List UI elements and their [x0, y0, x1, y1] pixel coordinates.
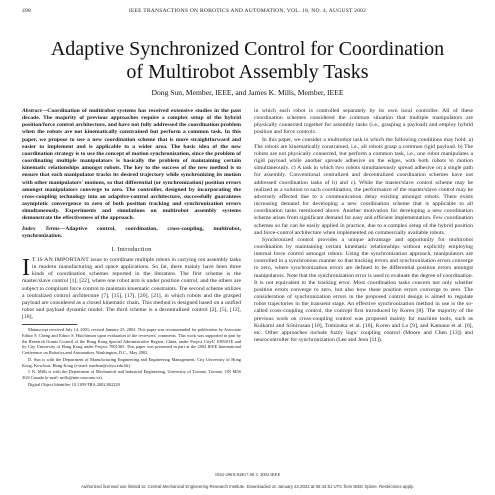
right-paragraph-1: in which each robot is controlled separately by its own local controller. All of these coordination schemes considered the common situation that multiple manipulators are physically connected together for assembly tasks (i.e., grasping a payload) and employ hybrid position and force controls.	[254, 108, 473, 136]
footnote-author-mills: J. K. Mills is with the Department of Mechanical and Industrial Engineering, University of Toronto, Toronto, ON M5S 3G8 Canada (e-mail: mills@mie.utoronto.ca).	[22, 369, 241, 380]
footnote-manuscript: Manuscript received July 14, 2001; revised January 25, 2002. This paper was recommended for publication by Associate Editor F. Cheng and Editor S. Hutchinson upon evaluation of the reviewers' comments. This work was supported in part by the Research Grants Council of the Hong Kong Special Administrative Region, China, under Project CityU 1085/01E and by City University of Hong Kong under Project 7001365. This paper was presented in part at the 2002 IEEE International Conference on Robotics and Automation, Washington, D.C., May 2002.	[22, 327, 241, 356]
intro-lead: T IS AN IMPORTANT	[32, 256, 89, 263]
drop-cap: I	[22, 254, 30, 281]
footnotes	[22, 327, 241, 387]
index-terms-text: —Adaptive control, coordination, cross-coupling, multirobot, synchronization.	[22, 225, 242, 239]
intro-text: issue to coordinate multiple robots in carrying out assembly tasks in modern manufacturing and space applications. So far, there mainly have been three kinds of coordination schemes reported in the literature. The first scheme is the master/slave control [1], [22], where one robot arm is under position control, and the others are subject to compliant force control to maintain kinematic constraints. The second scheme utilizes a centralized control architecture [7], [15], [17], [20], [21], in which robots and the grasped payload are considered as a closed kinematic chain. This method is designed based on a unified robot and payload dynamic model. The third scheme is a decentralized control [2], [5], [12], [18],	[22, 256, 241, 321]
index-terms-label: Index Terms	[22, 225, 60, 232]
abstract	[22, 108, 241, 223]
right-paragraph-3: Synchronized control provides a unique advantage and opportunity for multirobot coordination by maintaining certain kinematic relationships without explicitly employing internal force control amongst robots. Using the synchronization approach, manipulators are controlled in a synchronous manner so that tracking errors and synchronization errors converge to zero, where synchronization errors are defined to be differential position errors amongst manipulators. Note that the synchronization error is used to evaluate the degree of coordination. It is not equivalent to the tracking error. Most coordination tasks concern not only whether position errors converge to zero, but also how these position errors converge to zero. The consideration of synchronization errors in the proposed control design is aimed to regulate robot trajectories in the transient stage. An effective synchronization method in use is the so-called cross-coupling control, the concept first introduced by Koren [8]. The majority of the previous work on cross-coupling control was proposed mainly for machine tools, such as Kulkarni and Srinivasan [10], Tomizuka et al. [16], Koren and Lo [9], and Kamano et al. [6], etc. Other approaches include fuzzy logic coupling control (Moore and Chen [13]) and neurocontroller for synchronization (Lee and Jeon [11]).	[254, 236, 473, 343]
author-line: Dong Sun, Member, IEEE, and James K. Mills, Member, IEEE	[151, 88, 344, 97]
running-header	[22, 8, 473, 18]
title-line-2: of Multirobot Assembly Tasks	[126, 61, 369, 83]
section-heading-introduction: I. Introduction	[111, 245, 152, 253]
footnote-rule	[22, 324, 77, 325]
title-line-1: Adaptive Synchronized Control for Coordination	[50, 38, 445, 60]
license-footer: Authorized licensed use limited to: Central Mechanical Engineering Research Institute. Downloaded on January 22,2022 at 06:44:51 UTC from IEEE Xplore. Restrictions apply.	[81, 484, 414, 489]
page-number: 498	[22, 8, 31, 14]
index-terms	[22, 226, 241, 240]
journal-name: IEEE TRANSACTIONS ON ROBOTICS AND AUTOMATION, VOL. 18, NO. 4, AUGUST 2002	[128, 8, 367, 14]
footnote-author-sun: D. Sun is with the Department of Manufacturing Engineering and Engineering Management, City University of Hong Kong, Kowloon, Hong Kong (e-mail: medsun@cityu.edu.hk).	[22, 356, 241, 368]
paper-title	[20, 38, 475, 84]
introduction-paragraph	[22, 254, 241, 321]
left-column	[22, 108, 241, 388]
footnote-doi: Digital Object Identifier 10.1109/TRA.2002.802229	[28, 381, 120, 387]
abstract-text: —Coordination of multirobot systems has received extensive studies in the past decade. The majority of previous approaches require a complex setup of the hybrid position/force control architecture, and have not fully addressed the coordination problem when the robots are not kinematically constrained but perform a common task. In this paper, we propose to use a new coordination scheme that is more straightforward and easier to implement and is applicable to a wider area. The basic idea of the new coordination strategy is to use the concept of motion synchronization, since the problem of coordinating multiple manipulators is basically the problem of maintaining certain kinematic relationships amongst robots. The key to the success of the new method is to ensure that each manipulator tracks its desired trajectory while synchronizing its motion with other manipulators' motions, so that differential (or synchronization) position errors amongst manipulators converge to zero. The controller, designed by incorporating the cross-coupling technology into an adaptive-control architecture, successfully guarantees asymptotic convergence to zero of both position tracking and synchronization errors simultaneously. Experiments and simulations on multirobot assembly systems demonstrate the effectiveness of the approach.	[22, 108, 241, 222]
copyright-line: 1042-296X/02$17.00 © 2002 IEEE	[214, 472, 281, 477]
right-column	[254, 108, 473, 344]
right-paragraph-2: In this paper, we consider a multirobot task in which the following conditions may hold: a) The robots are kinematically constrained, i.e., all robots grasp a common rigid payload. b) The robots are not physically connected, but perform a common task, i.e., one robot manipulates a rigid payload while another spreads adhesive on the edges, with both robots in motion simultaneously. c) A task in which two robots simultaneously spread adhesive on a single path for assembly. Conventional centralized and decentralized coordination schemes have not addressed coordination tasks of b) and c). While the master/slave control scheme may be realized as a solution to such coordination, the performance of the master/slave control may be adversely affected due to a communication delay existing amongst robots. There exists increasing demand for developing a new coordination scheme that is applicable to all coordination tasks mentioned above. Another motivation for developing a new coordination scheme arises from significant demand for easy and efficient implementation. Few coordination schemes so far can be easily applied in practice, due to a complex setup of the hybrid position and force-control architecture when implemented on commercially available robots.	[254, 136, 473, 236]
abstract-label: Abstract	[22, 108, 42, 114]
